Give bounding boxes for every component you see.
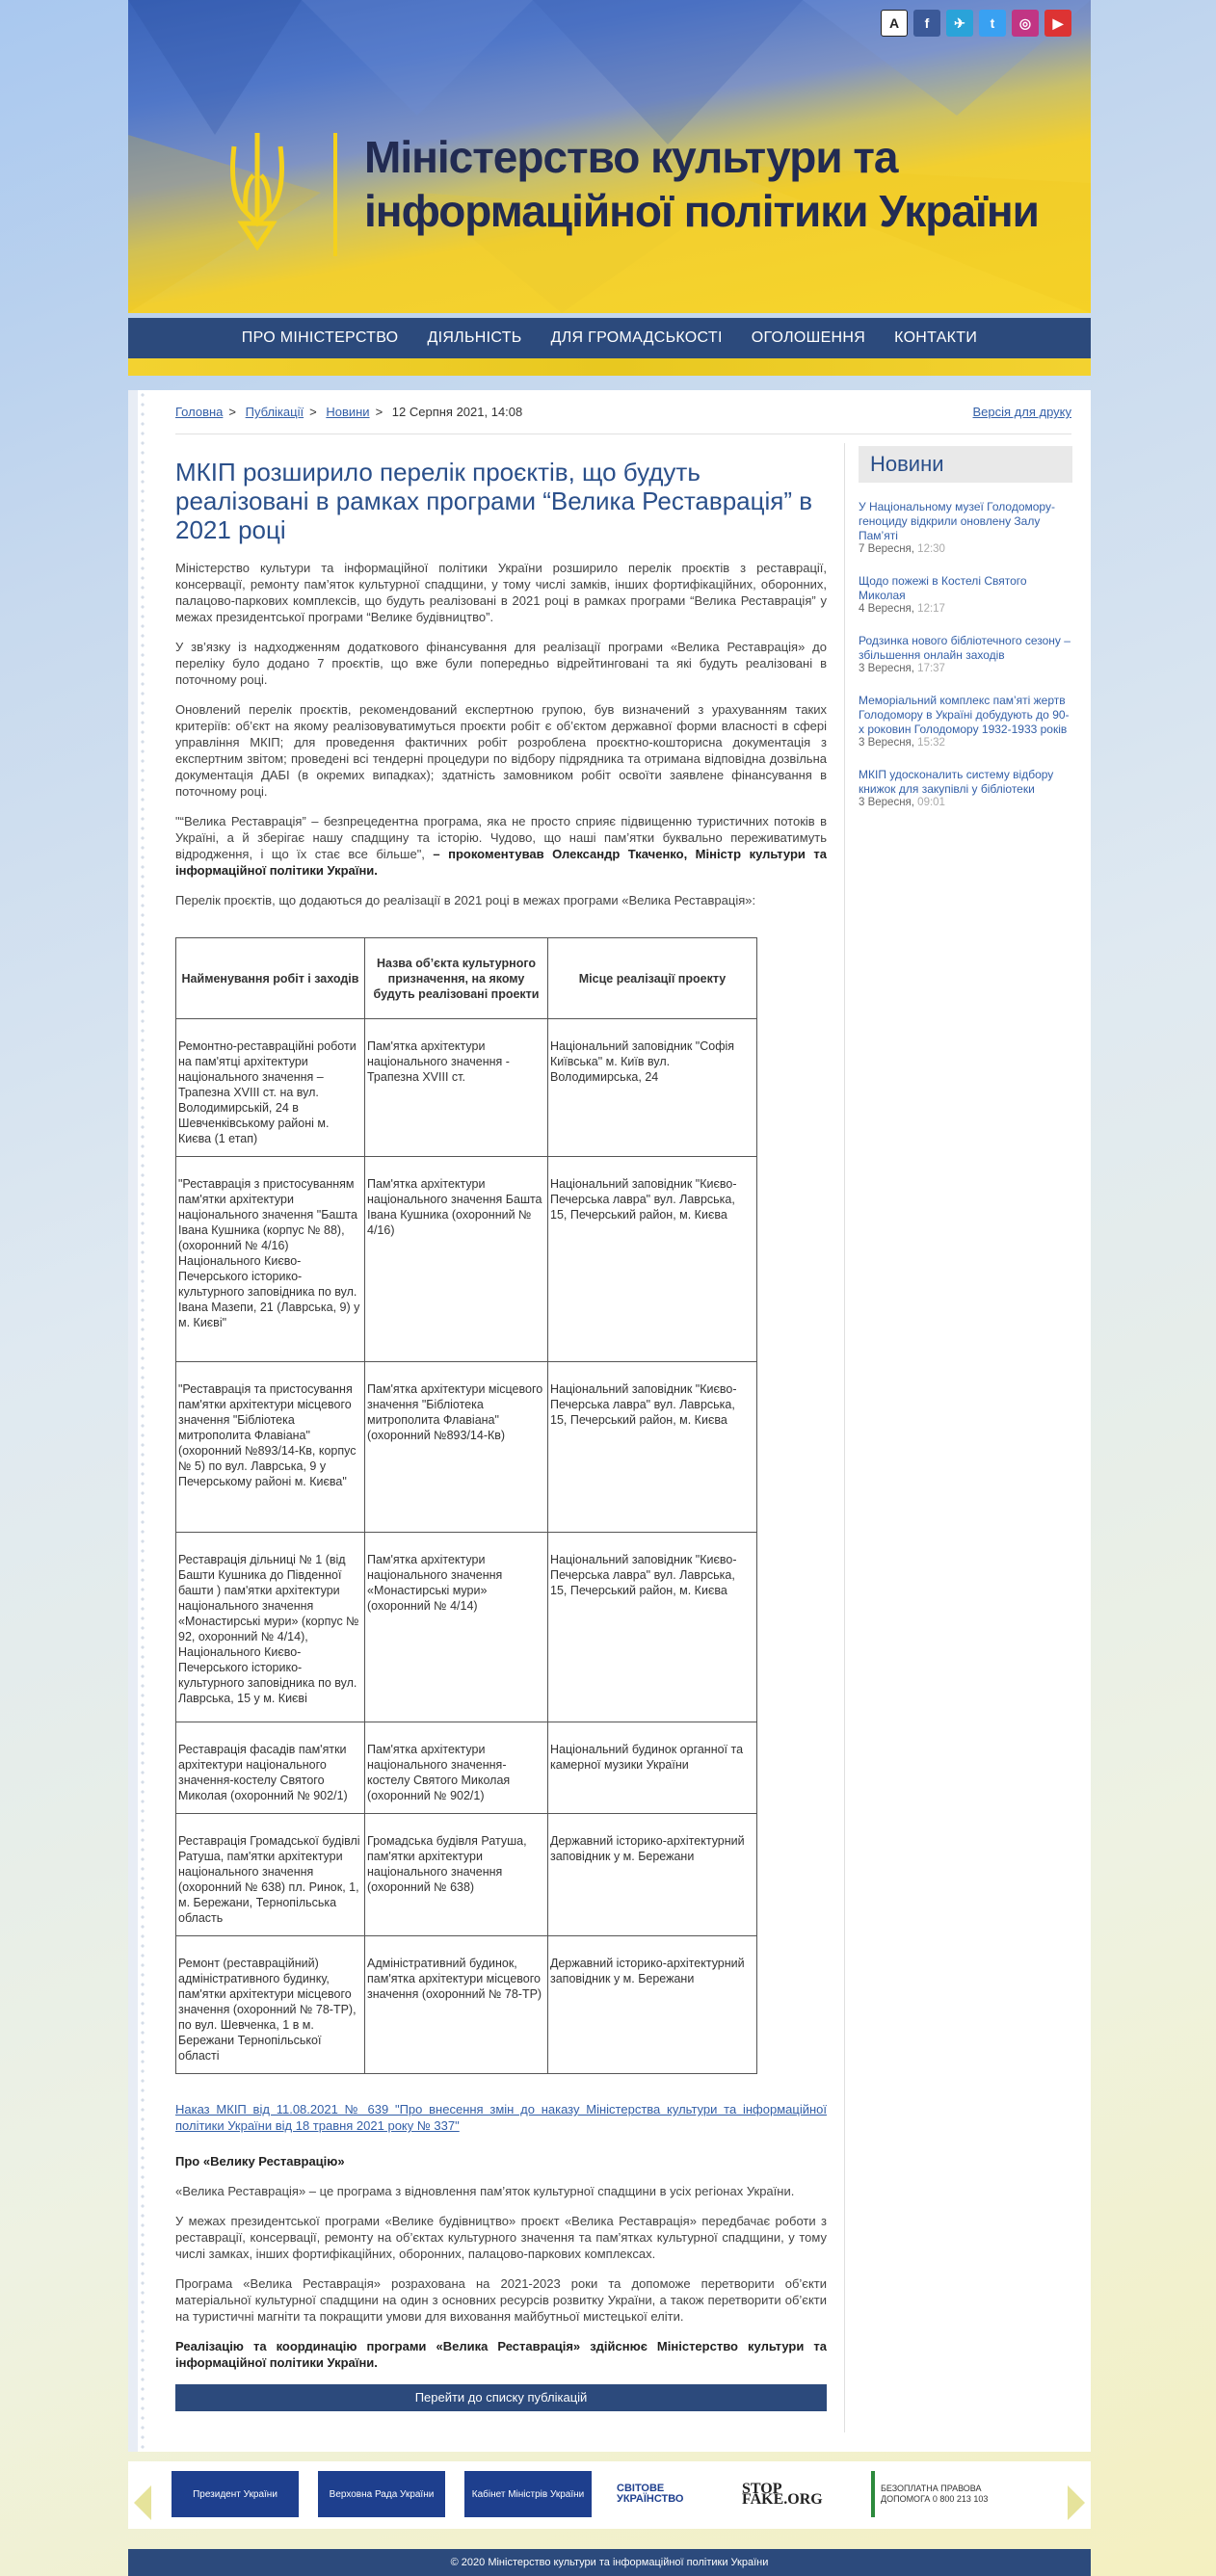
table-cell: Громадська будівля Ратуша, пам'ятки архітектури національного значення (охоронний № 638)	[365, 1814, 548, 1936]
news-item-date	[859, 543, 1072, 555]
table-row	[176, 1936, 757, 2074]
carousel-prev-icon[interactable]	[134, 2485, 151, 2520]
youtube-icon[interactable]: ▶	[1044, 10, 1071, 37]
table-row	[176, 1722, 757, 1814]
partners-list	[172, 2471, 996, 2517]
copyright: © 2020 Міністерство культури та інформаційної політики України	[128, 2549, 1091, 2576]
partner-cabinet[interactable]: Кабінет Міністрів України	[464, 2471, 592, 2517]
partner-stopfake[interactable]: STOP FAKE.ORG	[742, 2481, 823, 2508]
page	[128, 0, 1091, 2568]
back-to-publications-button[interactable]: Перейти до списку публікацій	[175, 2384, 827, 2411]
table-cell: Пам'ятка архітектури національного значення-костелу Святого Миколая (охоронний № 902/1)	[365, 1722, 548, 1814]
breadcrumb-current: 12 Серпня 2021, 14:08	[391, 405, 523, 419]
table-row	[176, 1157, 757, 1362]
news-date: 3 Вересня,	[859, 663, 918, 674]
header-banner	[128, 0, 1091, 313]
news-item-date	[859, 797, 1072, 808]
news-item[interactable]	[859, 500, 1072, 555]
partner-president[interactable]: Президент України	[172, 2471, 299, 2517]
article	[175, 458, 827, 2411]
table-cell: Національний заповідник "Києво-Печерська лавра" вул. Лаврська, 15, Печерський район, м. Києва	[548, 1157, 757, 1362]
table-cell: Державний історико-архітектурний заповідник у м. Бережани	[548, 1936, 757, 2074]
content-inner	[152, 390, 1086, 2452]
partner-legal-aid[interactable]: БЕЗОПЛАТНА ПРАВОВА ДОПОМОГА 0 800 213 103	[871, 2471, 996, 2517]
article-paragraph: «Велика Реставрація» – це програма з відновлення пам’яток культурної спадщини в усіх регіонах України.	[175, 2184, 795, 2198]
column-divider	[844, 443, 845, 2432]
content-area	[128, 390, 1091, 2452]
news-item-link[interactable]: У Національному музеї Голодомору-геноциду відкрили оновлену Залу Пам’яті	[859, 500, 1055, 542]
article-paragraph: Оновлений перелік проєктів, рекомендований експертною групою, був визначений з урахуванням таких критеріїв: об’єкт на якому реалізовуватимуться проєкти робіт є об’єктом державної форми власності в сфері управління МКІП; для проведення фактичних робіт розроблена проєктно-кошторисна документація з експертним звітом; проведені всі тендерні процедури по відбору підрядника та отримана відповідна дозвільна документація ДАБІ (в окремих випадках); здатність замовником робіт освоїти заявлене фінансування в поточному році.	[175, 702, 827, 799]
article-paragraph: Міністерство культури та інформаційної політики України розширило перелік проєктів з реставрації, консервації, ремонту пам’яток культурної спадщини, у тому числі замків, інших фортифікаційних, оборонних, палацово-паркових комплексів, що будуть реалізовані в 2021 році в рамках програми “Велика Реставрація” у межах президентської програми “Велике будівництво”.	[175, 561, 827, 624]
telegram-icon[interactable]: ✈	[946, 10, 973, 37]
table-cell: Реставрація Громадської будівлі Ратуша, пам'ятки архітектури національного значення (охоронний № 638) пл. Ринок, 1, м. Бережани, Тернопільська область	[176, 1814, 365, 1936]
table-cell: Реставрація фасадів пам'ятки архітектури національного значення-костелу Святого Миколая (охоронний № 902/1)	[176, 1722, 365, 1814]
news-time: 12:30	[917, 543, 945, 555]
table-cell: "Реставрація з пристосуванням пам'ятки архітектури національного значення "Башта Івана Кушника (корпус № 88), (охоронний № 4/16) Національного Києво-Печерського історико-культурного заповідника по вул. Івана Мазепи, 21 (Лаврська, 9) у м. Києві"	[176, 1157, 365, 1362]
news-item-link[interactable]: Щодо пожежі в Костелі Святого Миколая	[859, 574, 1027, 602]
table-cell: Ремонт (реставраційний) адміністративного будинку, пам'ятки архітектури місцевого значення (охоронний № 78-ТР), по вул. Шевченка, 1 в м. Бережани Тернопільської області	[176, 1936, 365, 2074]
main-nav	[128, 318, 1091, 358]
table-cell: Пам'ятка архітектури національного значення «Монастирські мури» (охоронний № 4/14)	[365, 1533, 548, 1722]
font-size-icon[interactable]: A	[881, 10, 908, 37]
table-cell: Державний історико-архітектурний заповідник у м. Бережани	[548, 1814, 757, 1936]
table-cell: Адміністративний будинок, пам'ятка архітектури місцевого значення (охоронний № 78-ТР)	[365, 1936, 548, 2074]
table-cell: Національний будинок органної та камерної музики України	[548, 1722, 757, 1814]
nav-announcements[interactable]: ОГОЛОШЕННЯ	[751, 329, 866, 346]
logo-divider	[333, 133, 337, 256]
news-item-date	[859, 603, 1072, 615]
breadcrumb: Головна > Публікації > Новини > 12 Серпня 2021, 14:08	[175, 405, 523, 419]
social-links	[881, 10, 1071, 37]
news-item[interactable]	[859, 634, 1072, 674]
facebook-icon[interactable]: f	[913, 10, 940, 37]
news-item[interactable]	[859, 768, 1072, 808]
article-paragraph: У зв’язку із надходженням додаткового фінансування для реалізації програми «Велика Реставрація» до переліку було додано 7 проєктів, що вже були попередньо відрейтинговані та які будуть реалізовані в поточному році.	[175, 640, 827, 687]
news-item[interactable]	[859, 694, 1072, 749]
news-date: 7 Вересня,	[859, 543, 918, 555]
article-paragraph: У межах президентської програми «Велике будівництво» проєкт «Велика Реставрація» передбачає роботи з реставрації, консервації, ремонту на об’єктах культурного значення та пам’ятках культурної спадщини, у тому числі замках, інших фортифікаційних, оборонних, палацово-паркових комплексах.	[175, 2214, 827, 2261]
news-date: 3 Вересня,	[859, 797, 918, 808]
about-heading-text: Про «Велику Реставрацію»	[175, 2154, 345, 2169]
table-cell: "Реставрація та пристосування пам'ятки архітектури місцевого значення "Бібліотека митрополита Флавіана" (охоронний №893/14-Кв, корпус № 5) по вул. Лаврська, 9 у Печерському районі м. Києва"	[176, 1362, 365, 1533]
table-row	[176, 1814, 757, 1936]
article-title: МКІП розширило перелік проєктів, що будуть реалізовані в рамках програми “Велика Реставрація” в 2021 році	[175, 458, 813, 544]
table-header-row	[176, 938, 757, 1019]
table-header: Місце реалізації проекту	[548, 938, 757, 1019]
news-time: 17:37	[917, 663, 945, 674]
table-cell: Пам'ятка архітектури місцевого значення "Бібліотека митрополита Флавіана" (охоронний №893/14-Кв)	[365, 1362, 548, 1533]
article-paragraph: Перелік проєктів, що додаються до реалізації в 2021 році в межах програми «Велика Реставрація»:	[175, 893, 756, 907]
nav-activity[interactable]: ДІЯЛЬНІСТЬ	[427, 329, 522, 346]
table-cell: Національний заповідник "Софія Київська" м. Київ вул. Володимирська, 24	[548, 1019, 757, 1157]
table-header: Найменування робіт і заходів	[176, 938, 365, 1019]
breadcrumb-publications[interactable]: Публікації	[245, 405, 304, 419]
nav-stripe	[128, 358, 1091, 376]
nav-public[interactable]: ДЛЯ ГРОМАДСЬКОСТІ	[550, 329, 723, 346]
projects-table	[175, 937, 757, 2074]
article-paragraph: Програма «Велика Реставрація» розрахована на 2021-2023 роки та допоможе перетворити об’єкти матеріальної культурної спадщини на один з основних ресурсів розвитку України, а також перетворити об’єкти на туристичні магніти та покращити умови для виховання майбутньої мистецької еліти.	[175, 2276, 827, 2324]
news-date: 4 Вересня,	[859, 603, 918, 615]
twitter-icon[interactable]: t	[979, 10, 1006, 37]
news-date: 3 Вересня,	[859, 737, 918, 749]
table-cell: Ремонтно-реставраційні роботи на пам'ятці архітектури національного значення – Трапезна XVIII ст. на вул. Володимирській, 24 в Шевченківському районі м. Києва (1 етап)	[176, 1019, 365, 1157]
table-cell: Національний заповідник "Києво-Печерська лавра" вул. Лаврська, 15, Печерський район, м. Києва	[548, 1362, 757, 1533]
trident-logo-icon	[225, 127, 290, 250]
print-version-link[interactable]: Версія для друку	[972, 405, 1071, 419]
about-heading	[175, 2153, 827, 2169]
table-header: Назва об’єкта культурного призначення, на якому будуть реалізовані проекти	[365, 938, 548, 1019]
coordination-note	[175, 2338, 827, 2371]
news-item[interactable]	[859, 574, 1072, 615]
quote-author: – прокоментував Олександр Ткаченко, Міністр культури та інформаційної політики України.	[175, 847, 827, 878]
table-cell: Пам'ятка архітектури національного значення - Трапезна XVIII ст.	[365, 1019, 548, 1157]
partners-carousel	[128, 2461, 1091, 2529]
order-document-link[interactable]: Наказ МКІП від 11.08.2021 № 639 "Про внесення змін до наказу Міністерства культури та інформаційної політики України від 18 травня 2021 року № 337"	[175, 2102, 827, 2133]
news-item-link[interactable]: Меморіальний комплекс пам’яті жертв Голодомору в Україні добудують до 90-х роковин Голодомору 1932-1933 років	[859, 694, 1070, 736]
table-row	[176, 1362, 757, 1533]
breadcrumb-news[interactable]: Новини	[326, 405, 370, 419]
nav-contacts[interactable]: КОНТАКТИ	[894, 329, 978, 346]
partner-world-ukrainians[interactable]: СВІТОВЕ УКРАЇНСТВО	[617, 2483, 684, 2505]
table-cell: Національний заповідник "Києво-Печерська лавра" вул. Лаврська, 15, Печерський район, м. Києва	[548, 1533, 757, 1722]
table-cell: Реставрація дільниці № 1 (від Башти Кушника до Південної башти ) пам'ятки архітектури національного значення «Монастирські мури» (корпус № 92, охоронний № 4/14), Національного Києво-Печерського історико-культурного заповідника по вул. Лаврська, 15 у м. Києві	[176, 1533, 365, 1722]
news-item-link[interactable]: Родзинка нового бібліотечного сезону – збільшення онлайн заходів	[859, 634, 1071, 662]
quote-text: "“Велика Реставрація” – безпрецедентна програма, яка не просто сприяє підвищенню туристичних потоків в Україні, а й зберігає нашу спадщину та історію. Чудово, що наші пам’ятки буквально переживатимуть відродження, і що їх стає все більше",	[175, 814, 827, 861]
table-row	[176, 1019, 757, 1157]
article-quote	[175, 813, 827, 879]
instagram-icon[interactable]: ◎	[1012, 10, 1039, 37]
ministry-title-line1: Міністерство культури та	[364, 132, 898, 182]
breadcrumb-home[interactable]: Головна	[175, 405, 224, 419]
coordination-text: Реалізацію та координацію програми «Велика Реставрація» здійснює Міністерство культури та інформаційної політики України.	[175, 2339, 827, 2370]
ministry-title-line2: інформаційної політики України	[364, 186, 1039, 236]
table-cell: Пам'ятка архітектури національного значення Башта Івана Кушника (охоронний № 4/16)	[365, 1157, 548, 1362]
news-time: 09:01	[917, 797, 945, 808]
news-sidebar	[859, 446, 1072, 828]
news-item-date	[859, 663, 1072, 674]
partner-rada[interactable]: Верховна Рада України	[318, 2471, 445, 2517]
news-time: 15:32	[917, 737, 945, 749]
sidebar-title: Новини	[859, 446, 1072, 483]
news-item-date	[859, 737, 1072, 749]
table-row	[176, 1533, 757, 1722]
news-time: 12:17	[917, 603, 945, 615]
news-item-link[interactable]: МКІП удосконалить систему відбору книжок для закупівлі у бібліотеки	[859, 768, 1054, 796]
carousel-next-icon[interactable]	[1068, 2485, 1085, 2520]
nav-about[interactable]: ПРО МІНІСТЕРСТВО	[241, 329, 399, 346]
ministry-title[interactable]	[364, 130, 1058, 238]
